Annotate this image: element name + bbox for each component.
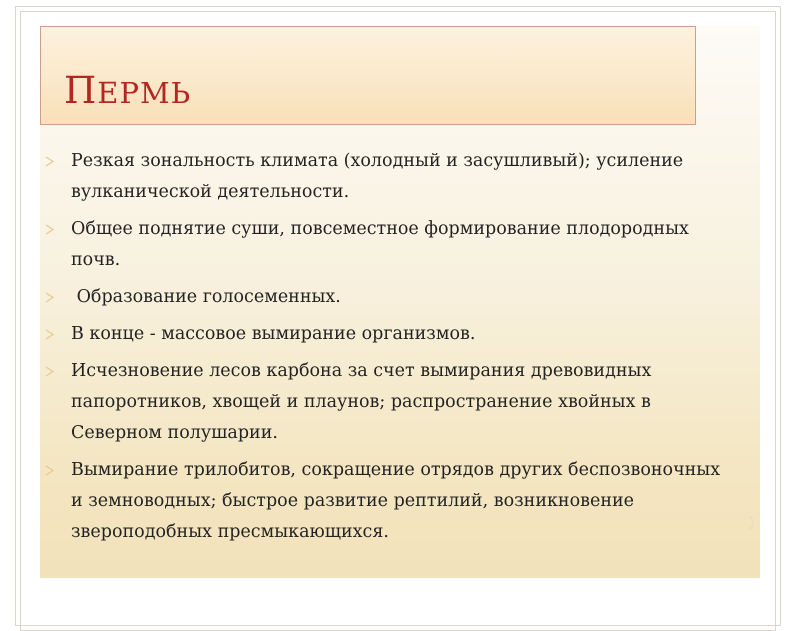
- bullet-text: Исчезновение лесов карбона за счет вымирания древовидных папоротников, хвощей и плаунов; распространение хвойных в Северном полушарии.: [71, 361, 652, 443]
- slide-title: [64, 69, 192, 112]
- bullet-icon: [45, 465, 54, 476]
- bullet-item: [40, 356, 740, 449]
- bullet-icon: [45, 156, 54, 167]
- bullet-item: [40, 282, 740, 313]
- bullet-icon: [45, 292, 54, 303]
- title-rest: ЕРМЬ: [97, 76, 192, 110]
- bullet-icon: [45, 329, 54, 340]
- bullet-list: [40, 146, 740, 554]
- bullet-item: [40, 455, 740, 548]
- bullet-icon: [45, 366, 54, 377]
- bullet-text: Вымирание трилобитов, сокращение отрядов других беспозвоночных и земноводных; быстрое развитие рептилий, возникновение звероподобных пресмыкающихся.: [71, 460, 732, 542]
- bullet-text: Образование голосеменных.: [71, 287, 341, 307]
- bullet-item: [40, 319, 740, 350]
- bullet-icon: [45, 224, 54, 235]
- bullet-item: [40, 146, 740, 208]
- bullet-text: Резкая зональность климата (холодный и засушливый); усиление вулканической деятельности.: [71, 151, 684, 202]
- bullet-text: В конце - массовое вымирание организмов.: [71, 324, 476, 344]
- decorative-bracket-icon: [746, 514, 760, 532]
- bullet-item: [40, 214, 740, 276]
- bullet-text: Общее поднятие суши, повсеместное формирование плодородных почв.: [71, 219, 689, 270]
- title-initial: П: [64, 69, 98, 112]
